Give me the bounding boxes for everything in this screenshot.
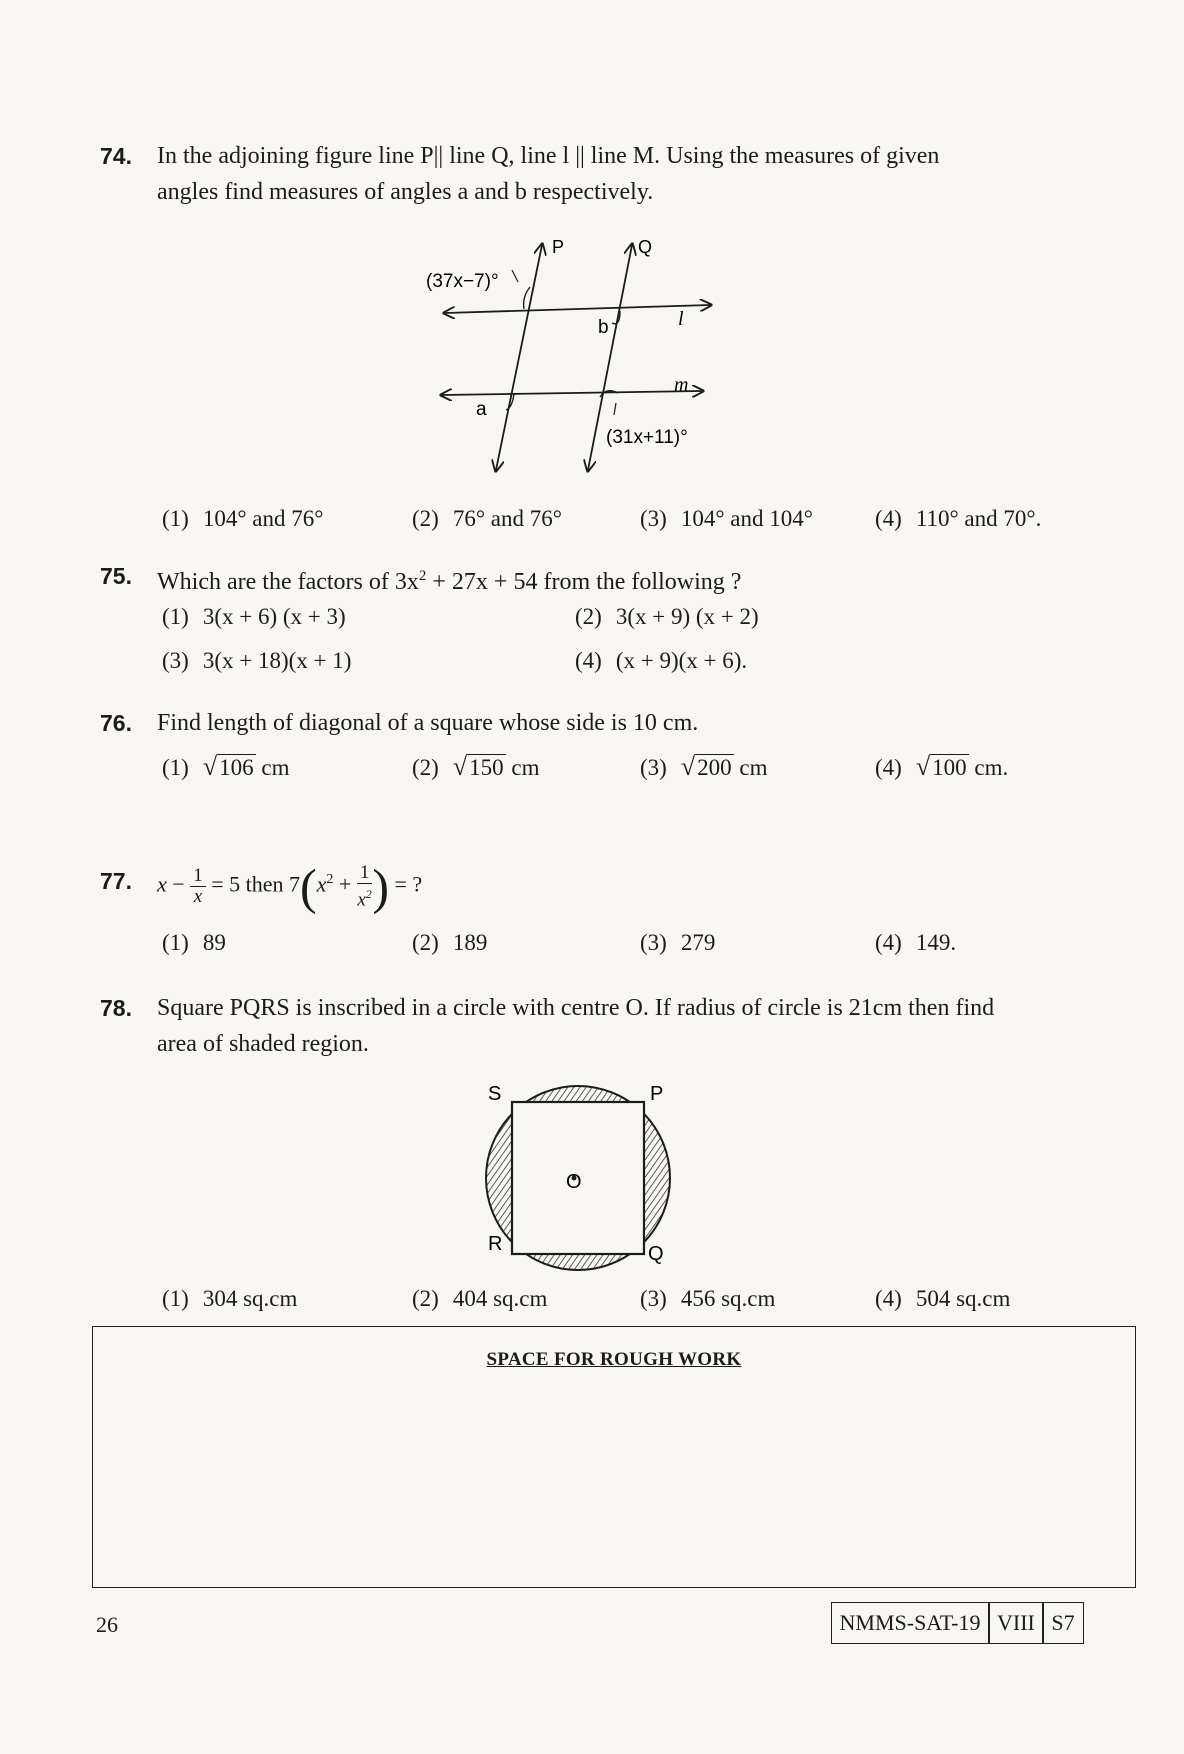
question-number: 77. — [100, 868, 132, 894]
label-angle-2: (31x+11)° — [606, 427, 688, 448]
question-text: Square PQRS is inscribed in a circle with centre O. If radius of circle is 21cm then find area of shaded region. — [157, 995, 995, 1057]
label-b: b — [598, 317, 609, 338]
label-P: P — [650, 1083, 664, 1105]
label-angle-1: (37x−7)° — [426, 271, 499, 292]
option-2: (2) √150 cm — [412, 752, 540, 781]
rough-work-title: SPACE FOR ROUGH WORK — [486, 1349, 742, 1370]
label-R: R — [488, 1233, 503, 1255]
option-3: (3) 279 — [640, 930, 716, 955]
option-4: (4) 110° and 70°. — [875, 506, 1042, 531]
label-l: l — [678, 308, 684, 330]
option-3: (3) √200 cm — [640, 752, 768, 781]
option-1: (1) √106 cm — [162, 752, 290, 781]
question-number: 78. — [100, 995, 132, 1021]
option-3: (3) 3(x + 18)(x + 1) — [162, 648, 352, 673]
line-l — [445, 305, 710, 313]
question-75 — [100, 558, 1060, 600]
option-2: (2) 189 — [412, 930, 488, 955]
option-4: (4) √100 cm. — [875, 752, 1009, 781]
set-code: S7 — [1042, 1602, 1083, 1644]
option-2: (2) 3(x + 9) (x + 2) — [575, 604, 759, 629]
question-text: Which are the factors of $3x^2 + 27x + 54$ from the following ? — [157, 568, 742, 595]
question-number: 75. — [100, 563, 132, 589]
option-1: (1) 89 — [162, 930, 226, 955]
option-1: (1) 304 sq.cm — [162, 1286, 298, 1311]
line-m — [442, 391, 702, 395]
label-Q: Q — [648, 1243, 664, 1265]
label-S: S — [488, 1083, 502, 1105]
label-O: O — [566, 1171, 582, 1193]
question-text: Find length of diagonal of a square whose side is 10 cm. — [157, 710, 699, 736]
circle-square-figure — [470, 1078, 690, 1278]
question-number: 74. — [100, 143, 132, 169]
exam-code: NMMS-SAT-19 — [831, 1602, 990, 1644]
rough-work-box — [92, 1326, 1136, 1588]
question-78 — [100, 990, 1060, 1062]
option-2: (2) 404 sq.cm — [412, 1286, 548, 1311]
page-number: 26 — [96, 1612, 118, 1637]
label-Q: Q — [638, 237, 653, 257]
option-1: (1) 104° and 76° — [162, 506, 324, 531]
question-74 — [100, 138, 1060, 210]
equation: x − $\frac{1}{x}$ = 5 then $7(x^2$ + $\frac{1}{x^2}$ ) = ? — [157, 858, 423, 915]
question-number: 76. — [100, 710, 132, 736]
question-text: In the adjoining figure line P|| line Q, line l || line M. Using the measures of given angles find measures of angles a and b respectively. — [157, 143, 940, 205]
question-76 — [100, 705, 1060, 741]
option-3: (3) 104° and 104° — [640, 506, 813, 531]
option-4: (4) (x + 9)(x + 6). — [575, 648, 748, 673]
class-code: VIII — [988, 1602, 1044, 1644]
option-2: (2) 76° and 76° — [412, 506, 562, 531]
question-77 — [100, 845, 1060, 915]
label-P: P — [552, 237, 565, 257]
option-4: (4) 504 sq.cm — [875, 1286, 1011, 1311]
option-3: (3) 456 sq.cm — [640, 1286, 776, 1311]
line-P — [496, 245, 542, 470]
option-4: (4) 149. — [875, 930, 957, 955]
label-m: m — [674, 374, 689, 396]
parallel-lines-figure — [420, 225, 740, 480]
label-a: a — [476, 399, 487, 420]
option-1: (1) 3(x + 6) (x + 3) — [162, 604, 346, 629]
paper-code — [832, 1602, 1084, 1644]
